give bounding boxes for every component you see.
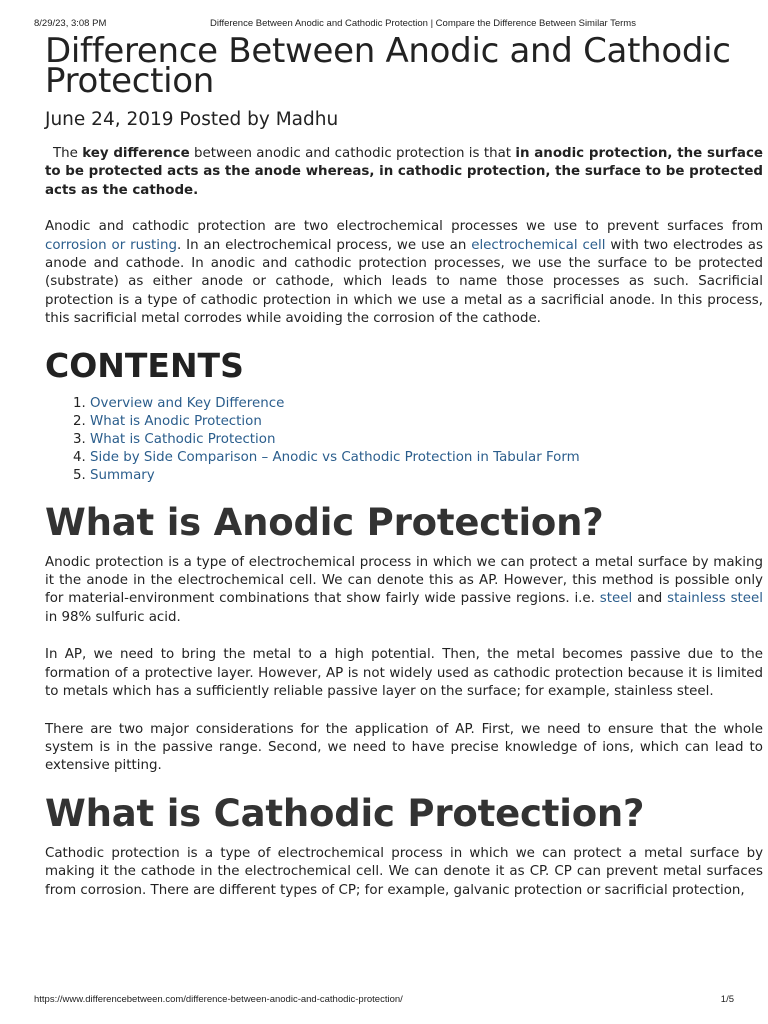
lead-text-2: between anodic and cathodic protection is that — [189, 146, 516, 161]
print-page-number: 1/5 — [720, 994, 734, 1005]
article-meta: June 24, 2019 Posted by Madhu — [45, 109, 339, 130]
toc-link-cathodic[interactable]: What is Cathodic Protection — [90, 432, 276, 448]
stainless-steel-link[interactable]: stainless steel — [667, 591, 763, 607]
print-page-title: Difference Between Anodic and Cathodic Protection | Compare the Difference Between Similar Terms — [210, 18, 636, 29]
lead-bold-2: in anodic protection, the surface to be protected acts as the anode whereas, in cathodic protection, the surface to be protected acts as the cathode. — [45, 146, 763, 198]
intro-text-2: . In an electrochemical process, we use an — [177, 237, 472, 253]
lead-bold-1: key difference — [82, 146, 190, 161]
lead-text-1: The — [53, 146, 83, 161]
cathodic-paragraph-1: Cathodic protection is a type of electrochemical process in which we can protect a metal surface by making it the cathode in the electrochemical cell. We can denote it as CP. CP can prevent metal surfaces from corrosion. There are different types of CP; for example, galvanic protection or sacrificial protection, — [45, 845, 763, 898]
toc-item — [90, 395, 763, 413]
print-datetime: 8/29/23, 3:08 PM — [34, 18, 107, 29]
toc-link-anodic[interactable]: What is Anodic Protection — [90, 413, 262, 429]
corrosion-link[interactable]: corrosion or rusting — [45, 237, 178, 253]
toc-link-summary[interactable]: Summary — [90, 468, 155, 484]
anodic-p1-text-3: in 98% sulfuric acid. — [45, 609, 181, 625]
print-header — [34, 18, 734, 30]
toc-item — [90, 431, 763, 449]
print-url: https://www.differencebetween.com/difference-between-anodic-and-cathodic-protection/ — [34, 994, 403, 1005]
anodic-paragraph-2: In AP, we need to bring the metal to a high potential. Then, the metal becomes passive due to the formation of a protective layer. However, AP is not widely used as cathodic protection because it is limited to metals which has a sufficiently reliable passive layer on the surface; for example, stainless steel. — [45, 647, 763, 700]
contents-heading: CONTENTS — [45, 345, 244, 385]
intro-text-3: with two electrodes as anode and cathode. In anodic and cathodic protection processes, we use the surface to be protected (substrate) as either anode or cathode, which leads to name those processes as such. Sacrificial protection is a type of cathodic protection in which we use a metal as a sacrificial anode. In this process, this sacrificial metal corrodes while avoiding the corrosion of the cathode. — [45, 237, 763, 327]
anodic-heading: What is Anodic Protection? — [45, 500, 604, 544]
table-of-contents — [45, 395, 763, 486]
intro-text-1: Anodic and cathodic protection are two electrochemical processes we use to prevent surfaces from — [45, 219, 763, 235]
toc-link-overview[interactable]: Overview and Key Difference — [90, 395, 285, 411]
electrochemical-cell-link[interactable]: electrochemical cell — [471, 237, 606, 253]
toc-item — [90, 449, 763, 467]
article-title: Difference Between Anodic and Cathodic Protection — [45, 31, 731, 101]
article — [45, 31, 763, 900]
toc-item — [90, 467, 763, 485]
toc-link-comparison[interactable]: Side by Side Comparison – Anodic vs Cathodic Protection in Tabular Form — [90, 450, 580, 466]
toc-item — [90, 413, 763, 431]
cathodic-heading: What is Cathodic Protection? — [45, 791, 645, 835]
print-footer — [34, 994, 734, 1006]
anodic-p1-text-1: Anodic protection is a type of electrochemical process in which we can protect a metal surface by making it the anode in the electrochemical cell. We can denote this as AP. However, this method is possible only for material-environment combinations that show fairly wide passive regions. i.e. — [45, 554, 763, 607]
anodic-paragraph-3: There are two major considerations for the application of AP. First, we need to ensure that the whole system is in the passive range. Second, we need to have precise knowledge of ions, which can lead to extensive pitting. — [45, 721, 763, 774]
anodic-p1-text-2: and — [632, 591, 668, 607]
steel-link[interactable]: steel — [599, 591, 633, 607]
anodic-paragraph-1 — [45, 554, 763, 628]
lead-paragraph — [45, 145, 763, 200]
intro-paragraph — [45, 218, 763, 328]
